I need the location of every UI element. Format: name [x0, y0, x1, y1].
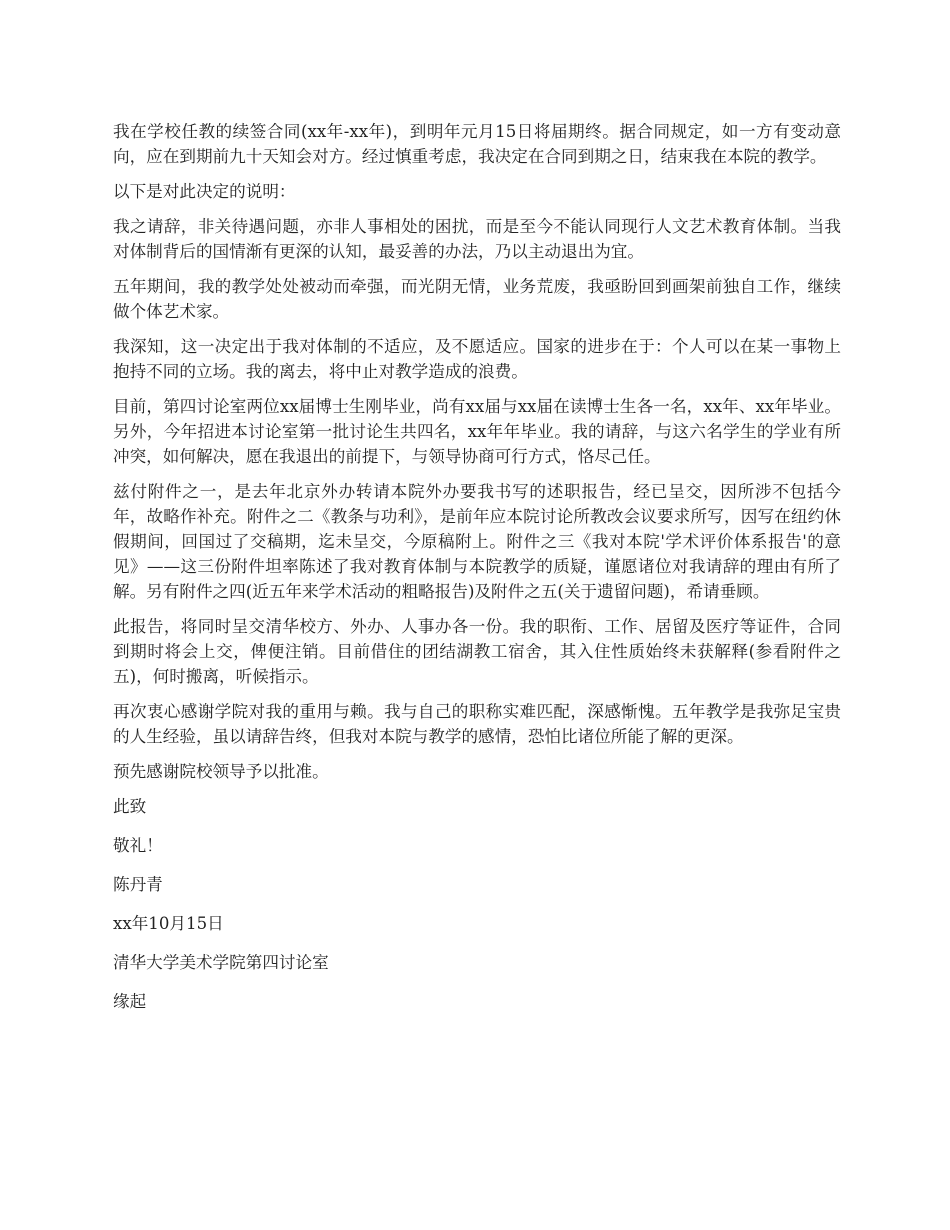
paragraph-approval: 预先感谢院校领导予以批准。 — [113, 762, 329, 781]
paragraph-explanation-heading: 以下是对此决定的说明： — [113, 182, 296, 201]
paragraph-reason: 我之请辞，非关待遇问题，亦非人事相处的困扰，而是至今不能认同现行人文艺术教育体制。当我对体制背后的国情渐有更深的认知，最妥善的办法，乃以主动退出为宜。 — [113, 217, 841, 261]
closing-line: 此致 — [113, 797, 147, 816]
paragraph-attachments: 兹付附件之一，是去年北京外办转请本院外办要我书写的述职报告，经已呈交，因所涉不包括今年，故略作补充。附件之二《教条与功利》，是前年应本院讨论所教改会议要求所写，因写在纽约休假期间，回国过了交稿期，迄未呈交，今原稿附上。附件之三《我对本院'学术评价体系报告'的意见》——这三份附件坦率陈述了我对教育体制与本院教学的质疑，谨愿诸位对我请辞的理由有所了解。另有附件之四(近五年来学术活动的粗略报告)及附件之五(关于遗留问题)，希请垂顾。 — [113, 482, 841, 601]
paragraph-thanks: 再次衷心感谢学院对我的重用与赖。我与自己的职称实难匹配，深感惭愧。五年教学是我弥足宝贵的人生经验，虽以请辞告终，但我对本院与教学的感情，恐怕比诸位所能了解的更深。 — [113, 702, 841, 746]
paragraph-documents: 此报告，将同时呈交清华校方、外办、人事办各一份。我的职衔、工作、居留及医疗等证件，合同到期时将会上交，俾便注销。目前借住的团结湖教工宿舍，其入住性质始终未获解释(参看附件之五)，何时搬离，听候指示。 — [113, 617, 841, 686]
date-line: xx年10月15日 — [113, 914, 224, 933]
salutation-line: 敬礼！ — [113, 836, 163, 855]
trailing-word: 缘起 — [113, 992, 147, 1011]
paragraph-five-years: 五年期间，我的教学处处被动而牵强，而光阴无情，业务荒废，我亟盼回到画架前独自工作，继续做个体艺术家。 — [113, 277, 841, 321]
paragraph-students: 目前，第四讨论室两位xx届博士生刚毕业，尚有xx届与xx届在读博士生各一名，xx年、xx年毕业。另外，今年招进本讨论室第一批讨论生共四名，xx年年毕业。我的请辞，与这六名学生的学业有所冲突，如何解决，愿在我退出的前提下，与领导协商可行方式，恪尽己任。 — [113, 397, 841, 466]
letter-body — [113, 119, 841, 1028]
paragraph-decision: 我深知，这一决定出于我对体制的不适应，及不愿适应。国家的进步在于：个人可以在某一事物上抱持不同的立场。我的离去，将中止对教学造成的浪费。 — [113, 337, 841, 381]
affiliation-line: 清华大学美术学院第四讨论室 — [113, 953, 329, 972]
signature: 陈丹青 — [113, 875, 163, 894]
paragraph-intro: 我在学校任教的续签合同(xx年-xx年)，到明年元月15日将届期终。据合同规定，如一方有变动意向，应在到期前九十天知会对方。经过慎重考虑，我决定在合同到期之日，结束我在本院的教学。 — [113, 122, 841, 166]
